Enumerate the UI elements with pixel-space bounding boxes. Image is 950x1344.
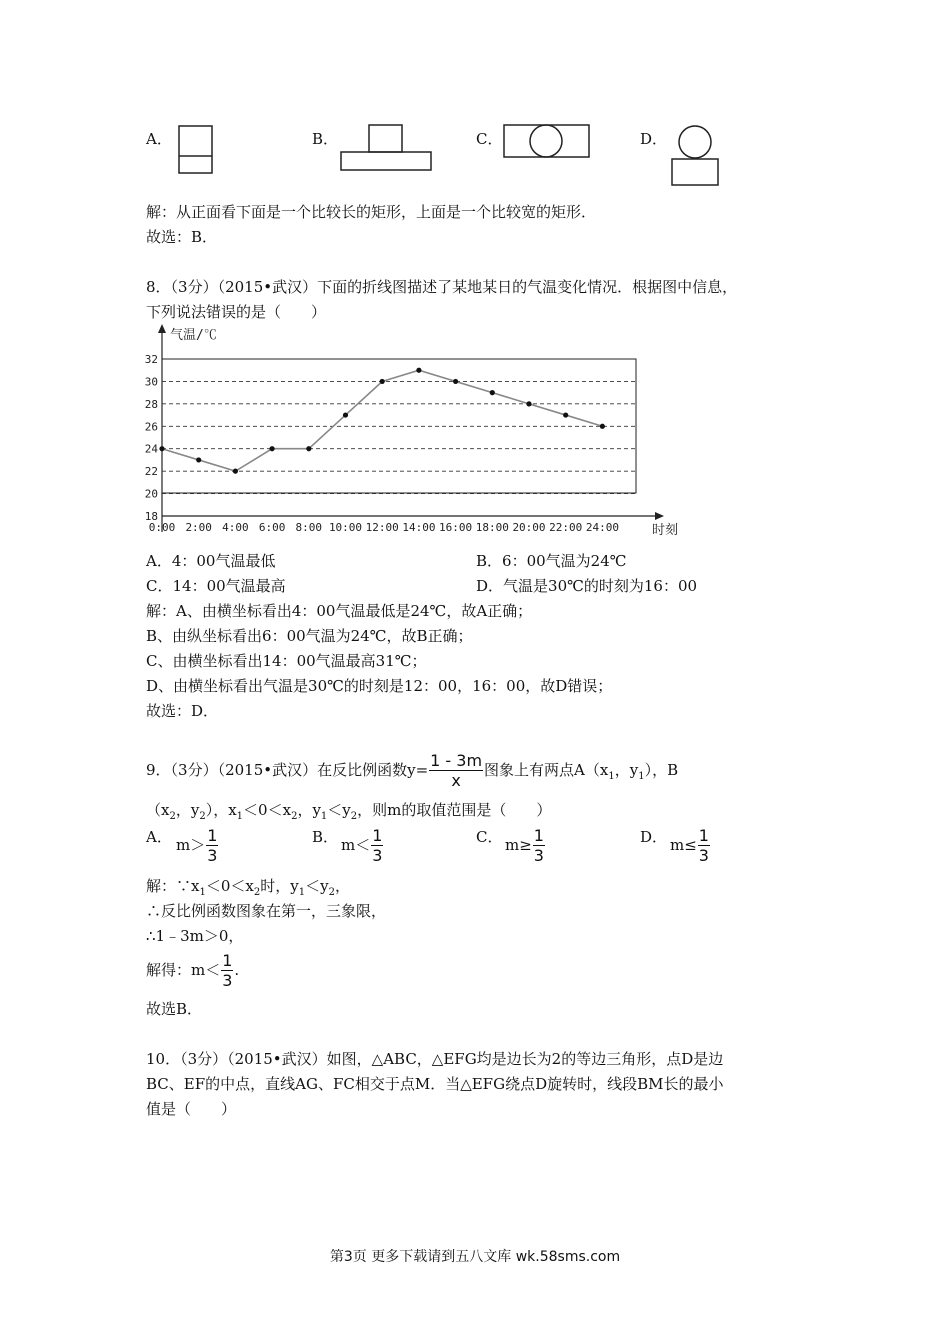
q8-option-c: C．14：00气温最高 — [146, 577, 286, 595]
y-tick-label: 28 — [144, 397, 158, 411]
q9-solution-4 — [146, 950, 239, 990]
x-tick-label: 20:00 — [512, 521, 546, 534]
x-tick-label: 0:00 — [148, 521, 176, 534]
q9-function-fraction — [429, 753, 483, 789]
q9-solution-1 — [146, 876, 350, 903]
q9-stem-post: 图象上有两点A（x — [484, 761, 609, 779]
q7-option-a-figure — [178, 125, 214, 175]
q7-answer: 故选：B． — [146, 228, 218, 246]
q9-option-a — [176, 828, 219, 864]
one-third-fraction — [698, 828, 710, 864]
y-tick-label: 20 — [144, 487, 158, 501]
q9-option-d-rel: m≤ — [670, 836, 697, 854]
q9-text: ，y — [297, 801, 321, 819]
q8-answer: 故选：D． — [146, 702, 219, 720]
y-axis-label: 气温/℃ — [170, 328, 217, 343]
q9-sub: 2 — [253, 887, 261, 898]
x-axis-label: 时刻 — [652, 523, 679, 538]
x-tick-label: 4:00 — [222, 521, 249, 534]
q8-option-d: D．气温是30℃的时刻为16：00 — [476, 577, 698, 595]
q9-sub: 1 — [608, 771, 615, 782]
one-third-fraction — [533, 828, 545, 864]
x-tick-label: 10:00 — [328, 521, 363, 534]
q9-option-d — [670, 828, 711, 864]
q9-sub: 1 — [638, 771, 645, 782]
one-third-fraction — [206, 828, 218, 864]
x-tick-label: 22:00 — [549, 521, 583, 534]
fraction-numerator: 1 — [372, 826, 383, 845]
y-tick-label: 18 — [144, 510, 158, 523]
q9-text: ＜y — [305, 877, 329, 895]
q9-text: ，则m的取值范围是（ ） — [357, 801, 552, 819]
q8-stem-line2: 下列说法错误的是（ ） — [146, 303, 327, 321]
data-point — [600, 424, 605, 429]
q9-fraction-numerator: 1 - 3m — [430, 751, 483, 770]
q9-text: ＜0＜x — [243, 801, 292, 819]
y-tick-label: 22 — [144, 465, 158, 479]
q9-option-c-label: C． — [476, 828, 503, 846]
q8-stem-line1: 8．（3分）（2015•武汉）下面的折线图描述了某地某日的气温变化情况．根据图中信息， — [146, 278, 738, 296]
q7-option-d-figure — [670, 124, 722, 188]
q9-option-b — [341, 828, 384, 864]
fraction-denominator: 3 — [207, 846, 218, 865]
x-tick-label: 6:00 — [258, 521, 286, 534]
fraction-numerator: 1 — [222, 951, 233, 970]
q9-stem-pre: 9．（3分）（2015•武汉）在反比例函数y= — [146, 761, 429, 779]
q9-sub: 2 — [291, 811, 298, 822]
q9-stem-end: ），B — [644, 761, 679, 779]
q9-sub: 1 — [236, 811, 244, 822]
q9-option-b-rel: m＜ — [341, 836, 371, 854]
x-tick-label: 24:00 — [585, 521, 619, 534]
q8-solution-2: B、由纵坐标看出6：00气温为24℃，故B正确； — [146, 627, 473, 645]
q9-stem-line2 — [146, 800, 551, 827]
one-third-fraction — [221, 953, 233, 989]
q9-solution-3: ∴1﹣3m＞0， — [146, 927, 244, 945]
temperature-series-line — [162, 370, 602, 471]
q9-stem-line1 — [146, 750, 678, 797]
q9-sub: 2 — [199, 811, 206, 822]
q8-option-a: A．4：00气温最低 — [146, 552, 276, 570]
x-tick-label: 8:00 — [295, 521, 323, 534]
q9-sub: 2 — [350, 811, 358, 822]
q9-text: ），x — [205, 801, 237, 819]
q10-line3: 值是（ ） — [146, 1100, 237, 1118]
fraction-numerator: 1 — [533, 826, 544, 845]
one-third-fraction — [371, 828, 383, 864]
x-tick-label: 18:00 — [475, 521, 509, 534]
q10-line1: 10．（3分）（2015•武汉）如图，△ABC，△EFG均是边长为2的等边三角形，点D是边 — [146, 1050, 724, 1068]
q9-text: 时，y — [260, 877, 299, 895]
q9-sub: 1 — [320, 811, 328, 822]
x-axis-arrow-icon — [655, 512, 664, 520]
data-point — [453, 379, 458, 384]
q9-sub: 1 — [199, 887, 206, 898]
q9-sub: 1 — [298, 887, 306, 898]
q8-solution-3: C、由横坐标看出14：00气温最高31℃； — [146, 652, 427, 670]
q7-option-b-label: B． — [312, 130, 339, 148]
q9-text: ＜y — [327, 801, 351, 819]
y-tick-label: 32 — [144, 353, 158, 366]
fraction-numerator: 1 — [698, 826, 709, 845]
data-point — [233, 469, 238, 474]
q7-option-d-label: D． — [640, 130, 668, 148]
q9-option-b-label: B． — [312, 828, 339, 846]
temperature-line-chart — [140, 322, 700, 544]
q9-text: ， — [334, 877, 350, 895]
q7-option-a-label: A． — [146, 130, 172, 148]
data-point — [526, 401, 531, 406]
x-tick-label: 12:00 — [365, 521, 399, 534]
q9-text: ，y — [175, 801, 200, 819]
q10-line2: BC、EF的中点，直线AG、FC相交于点M．当△EFG绕点D旋转时，线段BM长的最小 — [146, 1075, 724, 1093]
data-point — [159, 446, 164, 451]
q9-text: 解：∵x — [146, 877, 200, 895]
q9-text: （x — [146, 801, 170, 819]
y-tick-label: 30 — [144, 375, 158, 389]
q8-solution-1: 解：A、由横坐标看出4：00气温最低是24℃，故A正确； — [146, 602, 533, 620]
fraction-denominator: 3 — [698, 846, 709, 865]
x-tick-label: 14:00 — [402, 521, 436, 534]
q9-option-c — [505, 828, 546, 864]
y-tick-label: 26 — [144, 420, 158, 434]
q9-sub: 2 — [169, 811, 176, 822]
q9-text: . — [234, 961, 240, 979]
fraction-denominator: 3 — [222, 971, 233, 990]
data-point — [343, 412, 348, 417]
fraction-denominator: 3 — [533, 846, 544, 865]
q9-option-a-label: A． — [146, 828, 172, 846]
y-tick-label: 24 — [144, 442, 158, 456]
x-tick-label: 16:00 — [439, 521, 473, 534]
y-axis-arrow-icon — [158, 324, 166, 333]
data-point — [563, 412, 568, 417]
q9-stem-sep: ，y — [614, 761, 639, 779]
q9-text: 解得：m＜ — [146, 961, 221, 979]
data-point — [380, 379, 385, 384]
q9-solution-2: ∴反比例函数图象在第一，三象限， — [146, 902, 387, 920]
q9-option-c-rel: m≥ — [505, 836, 532, 854]
q9-option-a-rel: m＞ — [176, 836, 206, 854]
q9-option-d-label: D． — [640, 828, 668, 846]
x-tick-label: 2:00 — [185, 521, 212, 534]
q9-answer: 故选B． — [146, 1000, 203, 1018]
q7-solution: 解：从正面看下面是一个比较长的矩形，上面是一个比较宽的矩形． — [146, 203, 597, 221]
q8-option-b: B．6：00气温为24℃ — [476, 552, 627, 570]
q9-sub: 2 — [328, 887, 335, 898]
q7-option-c-label: C． — [476, 130, 503, 148]
q7-option-c-figure — [503, 124, 591, 160]
data-point — [196, 457, 201, 462]
q8-solution-4: D、由横坐标看出气温是30℃的时刻是12：00，16：00，故D错误； — [146, 677, 613, 695]
page-footer: 第3页 更多下载请到五八文库 wk.58sms.com — [329, 1249, 621, 1265]
data-point — [270, 446, 275, 451]
q9-text: ＜0＜x — [205, 877, 254, 895]
fraction-denominator: 3 — [372, 846, 383, 865]
q9-fraction-denominator: x — [451, 771, 461, 790]
data-point — [306, 446, 311, 451]
fraction-numerator: 1 — [207, 826, 218, 845]
q7-option-b-figure — [340, 124, 434, 172]
data-point — [416, 368, 421, 373]
data-point — [490, 390, 495, 395]
